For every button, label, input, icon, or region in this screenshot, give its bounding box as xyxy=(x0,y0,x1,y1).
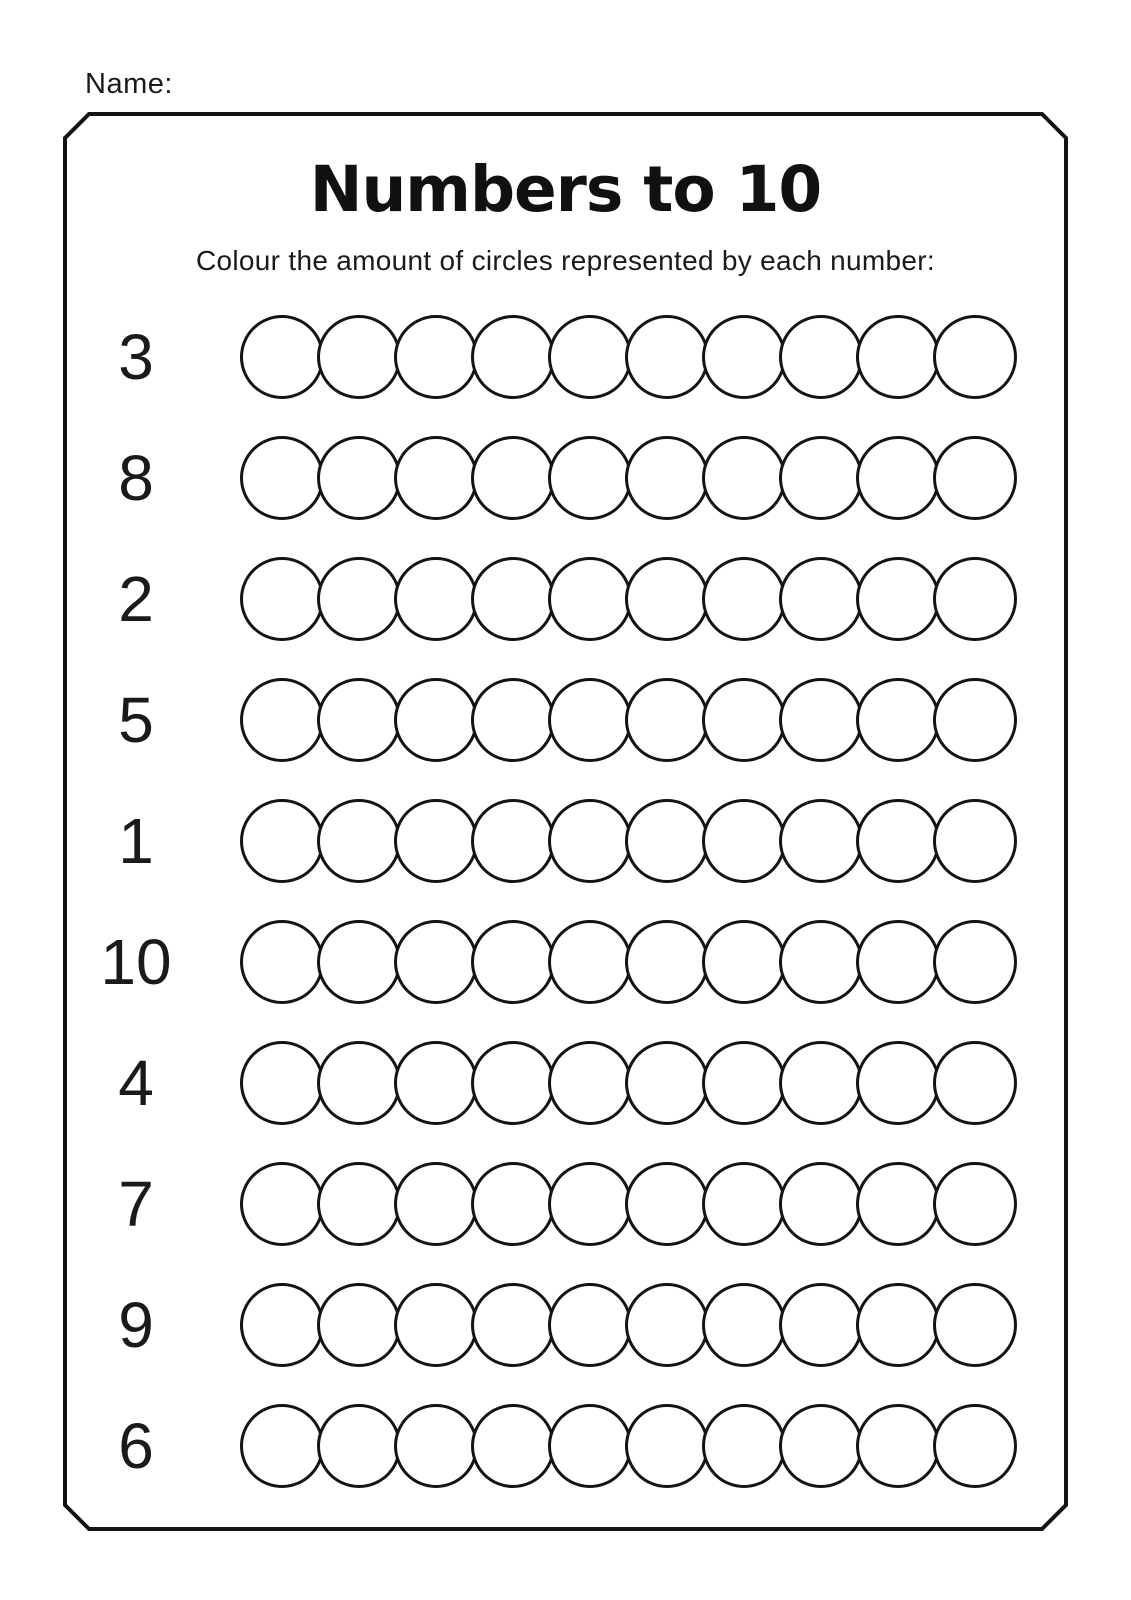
row-number-label: 6 xyxy=(118,1409,154,1482)
colour-circle[interactable] xyxy=(625,799,709,883)
colour-circle[interactable] xyxy=(240,1283,324,1367)
colour-circle[interactable] xyxy=(625,1283,709,1367)
colour-circle[interactable] xyxy=(702,436,786,520)
colour-circle[interactable] xyxy=(856,315,940,399)
worksheet-title: Numbers to 10 xyxy=(309,153,822,226)
colour-circle[interactable] xyxy=(933,799,1017,883)
colour-circle[interactable] xyxy=(240,1404,324,1488)
colour-circle[interactable] xyxy=(779,1404,863,1488)
circle-row xyxy=(240,1283,1017,1367)
number-rows xyxy=(63,296,1068,1506)
number-row xyxy=(63,901,1068,1022)
colour-circle[interactable] xyxy=(240,920,324,1004)
colour-circle[interactable] xyxy=(394,799,478,883)
colour-circle[interactable] xyxy=(625,1162,709,1246)
colour-circle[interactable] xyxy=(317,1404,401,1488)
colour-circle[interactable] xyxy=(933,1162,1017,1246)
colour-circle[interactable] xyxy=(933,436,1017,520)
colour-circle[interactable] xyxy=(317,799,401,883)
number-row xyxy=(63,1264,1068,1385)
colour-circle[interactable] xyxy=(933,1041,1017,1125)
colour-circle[interactable] xyxy=(471,678,555,762)
colour-circle[interactable] xyxy=(779,1162,863,1246)
colour-circle[interactable] xyxy=(240,557,324,641)
colour-circle[interactable] xyxy=(702,1404,786,1488)
colour-circle[interactable] xyxy=(933,1404,1017,1488)
colour-circle[interactable] xyxy=(317,436,401,520)
colour-circle[interactable] xyxy=(317,1041,401,1125)
row-number-label: 3 xyxy=(118,320,154,393)
colour-circle[interactable] xyxy=(933,315,1017,399)
colour-circle[interactable] xyxy=(240,436,324,520)
circle-row xyxy=(240,315,1017,399)
colour-circle[interactable] xyxy=(625,557,709,641)
colour-circle[interactable] xyxy=(548,678,632,762)
colour-circle[interactable] xyxy=(471,799,555,883)
circle-row xyxy=(240,1041,1017,1125)
colour-circle[interactable] xyxy=(625,436,709,520)
colour-circle[interactable] xyxy=(240,1162,324,1246)
colour-circle[interactable] xyxy=(317,920,401,1004)
colour-circle[interactable] xyxy=(625,315,709,399)
number-row xyxy=(63,780,1068,901)
colour-circle[interactable] xyxy=(779,436,863,520)
colour-circle[interactable] xyxy=(394,920,478,1004)
colour-circle[interactable] xyxy=(933,678,1017,762)
row-number-label: 4 xyxy=(118,1046,154,1119)
colour-circle[interactable] xyxy=(856,557,940,641)
row-number-label: 7 xyxy=(118,1167,154,1240)
colour-circle[interactable] xyxy=(702,678,786,762)
colour-circle[interactable] xyxy=(317,557,401,641)
colour-circle[interactable] xyxy=(856,1162,940,1246)
circle-row xyxy=(240,436,1017,520)
row-number-label: 1 xyxy=(118,804,154,877)
colour-circle[interactable] xyxy=(471,1162,555,1246)
colour-circle[interactable] xyxy=(394,1162,478,1246)
colour-circle[interactable] xyxy=(394,1041,478,1125)
colour-circle[interactable] xyxy=(933,557,1017,641)
colour-circle[interactable] xyxy=(779,678,863,762)
colour-circle[interactable] xyxy=(240,315,324,399)
colour-circle[interactable] xyxy=(779,557,863,641)
colour-circle[interactable] xyxy=(394,1283,478,1367)
colour-circle[interactable] xyxy=(856,678,940,762)
colour-circle[interactable] xyxy=(548,315,632,399)
name-label: Name: xyxy=(85,68,173,100)
row-number-label: 2 xyxy=(118,562,154,635)
number-row xyxy=(63,1143,1068,1264)
colour-circle[interactable] xyxy=(471,1283,555,1367)
colour-circle[interactable] xyxy=(240,1041,324,1125)
circle-row xyxy=(240,920,1017,1004)
number-row xyxy=(63,417,1068,538)
circle-row xyxy=(240,1162,1017,1246)
number-row xyxy=(63,538,1068,659)
row-number-label: 9 xyxy=(118,1288,154,1361)
number-row xyxy=(63,1385,1068,1506)
colour-circle[interactable] xyxy=(394,1404,478,1488)
colour-circle[interactable] xyxy=(856,1283,940,1367)
colour-circle[interactable] xyxy=(548,920,632,1004)
colour-circle[interactable] xyxy=(779,1283,863,1367)
circle-row xyxy=(240,557,1017,641)
colour-circle[interactable] xyxy=(317,678,401,762)
colour-circle[interactable] xyxy=(471,1404,555,1488)
worksheet-frame xyxy=(63,112,1068,1531)
row-number-label: 5 xyxy=(118,683,154,756)
colour-circle[interactable] xyxy=(548,1283,632,1367)
colour-circle[interactable] xyxy=(779,1041,863,1125)
row-number-label: 8 xyxy=(118,441,154,514)
number-row xyxy=(63,296,1068,417)
circle-row xyxy=(240,1404,1017,1488)
worksheet-instruction: Colour the amount of circles represented by each number: xyxy=(196,245,935,276)
colour-circle[interactable] xyxy=(625,1404,709,1488)
colour-circle[interactable] xyxy=(394,315,478,399)
circle-row xyxy=(240,799,1017,883)
colour-circle[interactable] xyxy=(702,920,786,1004)
colour-circle[interactable] xyxy=(625,920,709,1004)
colour-circle[interactable] xyxy=(394,557,478,641)
colour-circle[interactable] xyxy=(625,1041,709,1125)
colour-circle[interactable] xyxy=(856,799,940,883)
row-number-label: 10 xyxy=(100,925,172,998)
colour-circle[interactable] xyxy=(471,436,555,520)
colour-circle[interactable] xyxy=(702,315,786,399)
colour-circle[interactable] xyxy=(856,1041,940,1125)
circle-row xyxy=(240,678,1017,762)
colour-circle[interactable] xyxy=(317,315,401,399)
colour-circle[interactable] xyxy=(317,1162,401,1246)
colour-circle[interactable] xyxy=(240,678,324,762)
colour-circle[interactable] xyxy=(702,799,786,883)
colour-circle[interactable] xyxy=(471,1041,555,1125)
colour-circle[interactable] xyxy=(779,799,863,883)
colour-circle[interactable] xyxy=(394,436,478,520)
colour-circle[interactable] xyxy=(548,436,632,520)
colour-circle[interactable] xyxy=(625,678,709,762)
colour-circle[interactable] xyxy=(548,1041,632,1125)
colour-circle[interactable] xyxy=(856,920,940,1004)
number-row xyxy=(63,1022,1068,1143)
colour-circle[interactable] xyxy=(548,1404,632,1488)
colour-circle[interactable] xyxy=(856,436,940,520)
colour-circle[interactable] xyxy=(394,678,478,762)
colour-circle[interactable] xyxy=(702,1041,786,1125)
colour-circle[interactable] xyxy=(702,557,786,641)
colour-circle[interactable] xyxy=(240,799,324,883)
colour-circle[interactable] xyxy=(548,557,632,641)
colour-circle[interactable] xyxy=(317,1283,401,1367)
colour-circle[interactable] xyxy=(779,315,863,399)
colour-circle[interactable] xyxy=(779,920,863,1004)
colour-circle[interactable] xyxy=(471,315,555,399)
colour-circle[interactable] xyxy=(702,1283,786,1367)
colour-circle[interactable] xyxy=(702,1162,786,1246)
number-row xyxy=(63,659,1068,780)
colour-circle[interactable] xyxy=(933,920,1017,1004)
colour-circle[interactable] xyxy=(548,799,632,883)
colour-circle[interactable] xyxy=(471,557,555,641)
colour-circle[interactable] xyxy=(933,1283,1017,1367)
colour-circle[interactable] xyxy=(548,1162,632,1246)
colour-circle[interactable] xyxy=(471,920,555,1004)
colour-circle[interactable] xyxy=(856,1404,940,1488)
